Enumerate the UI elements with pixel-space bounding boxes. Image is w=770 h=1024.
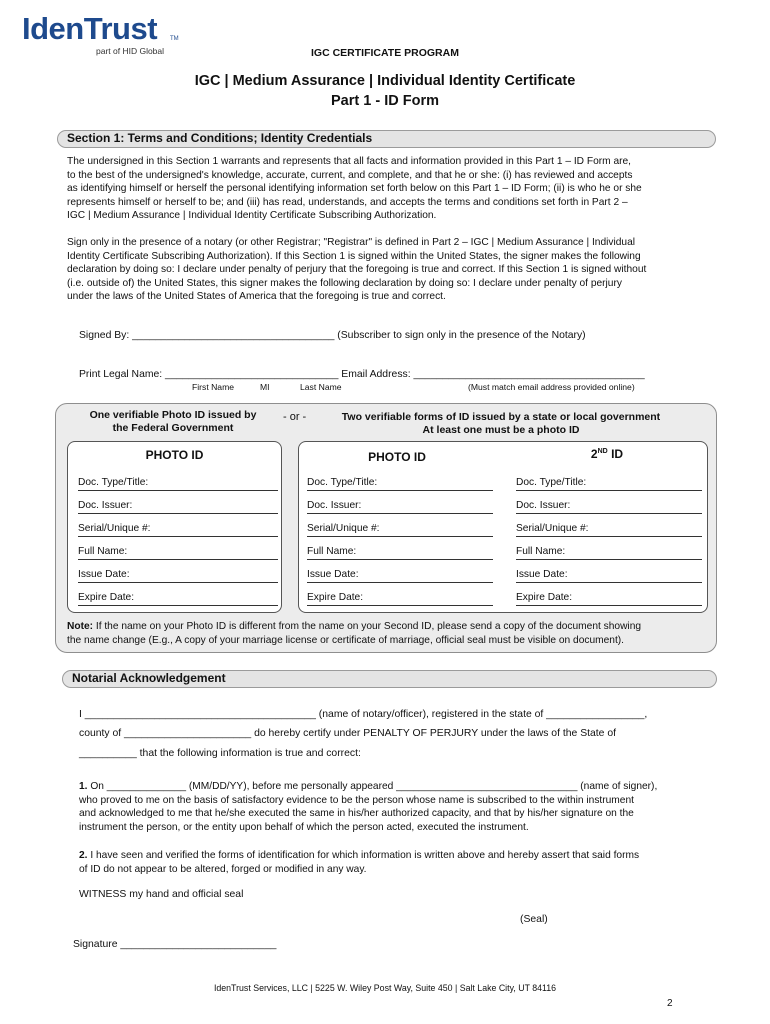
text-line: declaration by doing so: I declare under penalty of perjury that the foregoing is true and correct. If this Section 1 is signed without [67,264,647,276]
item-number: 1. [79,781,88,792]
note-line: the name change (E.g., A copy of your marriage license or certificate of marriage, official seal must be visible on document). [67,635,625,646]
second-serial-number-field[interactable]: Serial/Unique #: [516,523,702,537]
item-line [79,780,709,794]
state-ids-card [298,441,708,613]
heading-line: At least one must be a photo ID [422,424,580,436]
seal-label: (Seal) [520,914,548,925]
logo-tagline: part of HID Global [96,46,165,56]
note-line [67,620,709,634]
photo-full-name-field[interactable]: Full Name: [307,546,493,560]
witness-text: WITNESS my hand and official seal [79,889,244,900]
text-line: to the best of the undersigned's knowledge, accurate, current, and complete, and that he or she: (i) has reviewed and accepts [67,169,633,181]
heading-line: One verifiable Photo ID issued by [89,409,257,421]
expire-date-field[interactable]: Expire Date: [78,592,278,606]
item-text: On ______________ (MM/DD/YY), before me personally appeared ________________________________ (name of signer), [87,781,658,792]
text-line: Sign only in the presence of a notary (or other Registrar; "Registrar" is defined in Part 2 – IGC | Medium Assurance | Individual [67,237,636,248]
photo-doc-issuer-field[interactable]: Doc. Issuer: [307,500,493,514]
issue-date-field[interactable]: Issue Date: [78,569,278,583]
serial-number-field[interactable]: Serial/Unique #: [78,523,278,537]
item-line: of ID do not appear to be altered, forged or modified in any way. [79,863,367,875]
heading-line: Two verifiable forms of ID issued by a state or local government [341,411,661,423]
section1-heading: Section 1: Terms and Conditions; Identity Credentials [57,130,716,148]
item-line [79,849,709,863]
second-id-label: ID [607,447,624,461]
second-doc-type-field[interactable]: Doc. Type/Title: [516,477,702,491]
item-line: and acknowledged to me that he/she executed the same in his/her authorized capacity, and that by his/her signature on the [79,808,634,820]
text-line: represents himself or herself to be; and (iii) has read, understands, and accepts the terms and conditions set forth in Part 2 – [67,196,628,208]
second-doc-issuer-field[interactable]: Doc. Issuer: [516,500,702,514]
second-expire-date-field[interactable]: Expire Date: [516,592,702,606]
doc-type-field[interactable]: Doc. Type/Title: [78,477,278,491]
item-line: instrument the person, or the entity upon behalf of which the person acted, executed the instrument. [79,821,529,833]
text-line: as identifying himself or herself the personal identifying information set forth below on this Part 1 – ID Form; (ii) is who he or she [67,183,642,195]
notary-signature-line[interactable]: Signature ___________________________ [73,939,277,950]
doc-issuer-field[interactable]: Doc. Issuer: [78,500,278,514]
item-number: 2. [79,850,88,861]
signed-by-field[interactable]: Signed By: ___________________________________ (Subscriber to sign only in the presence of the Notary) [79,330,586,341]
second-id-suffix: ND [597,448,608,455]
terms-paragraph-2 [67,236,705,304]
second-full-name-field[interactable]: Full Name: [516,546,702,560]
text-line: The undersigned in this Section 1 warrants and represents that all facts and information provided in this Part 1 – ID Form are, [67,156,631,167]
second-issue-date-field[interactable]: Issue Date: [516,569,702,583]
photo-issue-date-field[interactable]: Issue Date: [307,569,493,583]
card-title: PHOTO ID [368,450,426,464]
identrust-logo [22,11,179,56]
notary-state-line[interactable]: __________ that the following information is true and correct: [79,748,361,759]
logo-brand: IdenTrust [22,11,158,46]
first-name-caption: First Name [192,382,235,392]
heading-line: the Federal Government [112,422,234,434]
notary-name-line[interactable]: I ________________________________________ (name of notary/officer), registered in the state of _________________, [79,709,648,720]
photo-serial-number-field[interactable]: Serial/Unique #: [307,523,493,537]
photo-doc-type-field[interactable]: Doc. Type/Title: [307,477,493,491]
print-name-email-field[interactable]: Print Legal Name: ______________________________ Email Address: ________________________________________ [79,369,645,380]
terms-paragraph-1 [67,155,705,223]
note-label: Note: [67,621,94,632]
email-caption: (Must match email address provided online) [468,382,635,392]
program-title: IGC CERTIFICATE PROGRAM [311,47,459,59]
text-line: (i.e. outside of) the United States, this signer makes the following declaration by doing so: I declare under penalty of perjury [67,277,622,289]
notary-county-line[interactable]: county of ______________________ do hereby certify under PENALTY OF PERJURY under the laws of the State of [79,728,617,739]
middle-initial-caption: MI [260,382,270,392]
text-line: under the laws of the United States of America that the foregoing is true and correct. [67,291,446,303]
name-change-note [67,620,709,648]
footer-address: IdenTrust Services, LLC | 5225 W. Wiley Post Way, Suite 450 | Salt Lake City, UT 84116 [213,983,557,993]
note-text: If the name on your Photo ID is different from the name on your Second ID, please send a copy of the document showing [93,621,642,632]
page-number: 2 [667,998,673,1009]
federal-photo-id-card [67,441,282,613]
photo-expire-date-field[interactable]: Expire Date: [307,592,493,606]
federal-id-heading [67,409,279,435]
document-subtitle: Part 1 - ID Form [331,93,439,109]
logo-trademark: TM [170,36,179,42]
text-line: IGC | Medium Assurance | Individual Identity Certificate Subscribing Authorization. [67,210,437,222]
second-id-title [507,447,707,461]
card-title: PHOTO ID [145,448,204,462]
text-line: Identity Certificate Subscribing Authorization). If this Section 1 is signed within the United States, the signer makes the following [67,250,641,262]
notarial-heading: Notarial Acknowledgement [62,670,717,688]
second-id-number: 2 [590,447,598,461]
item-text: I have seen and verified the forms of identification for which information is written above and hereby assert that said forms [87,850,640,861]
document-title: IGC | Medium Assurance | Individual Identity Certificate [194,73,576,89]
notarial-item-2 [79,849,709,876]
last-name-caption: Last Name [300,382,342,392]
state-id-heading [320,411,682,437]
full-name-field[interactable]: Full Name: [78,546,278,560]
or-separator: - or - [283,411,307,423]
item-line: who proved to me on the basis of satisfactory evidence to be the person whose name is subscribed to the within instrument [79,794,634,806]
notarial-item-1 [79,780,709,834]
